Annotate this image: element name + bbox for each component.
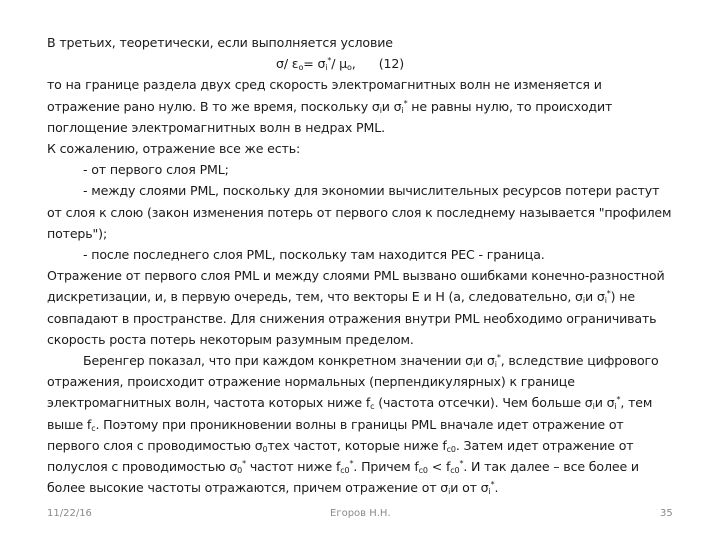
text-run: . Затем идет отражение от полуслоя с проводимостью σ (47, 437, 634, 475)
text-run: < f (427, 459, 451, 475)
text-run: и σ (584, 289, 605, 305)
text-run: . И так далее – все более и более высокие частоты отражаются, причем отражение от σ (47, 459, 639, 496)
subscript: c0 (340, 466, 350, 476)
subscript: i (379, 105, 382, 115)
subscript: i (582, 296, 585, 306)
formula-superscript: * (327, 56, 332, 66)
list-item-first-layer: - от первого слоя PML; (83, 162, 229, 178)
text-run: тех частот, которые ниже f (267, 437, 447, 453)
subscript: i (488, 487, 491, 497)
superscript: * (606, 289, 611, 299)
subscript: i (592, 402, 595, 412)
subscript: c (370, 402, 375, 412)
text-run: , тем выше f (47, 395, 653, 432)
footer-author: Егоров Н.Н. (330, 508, 391, 519)
superscript: * (459, 459, 464, 469)
text-run: ) не совпадают в пространстве. Для снижения отражения внутри PML необходимо ограничивать скорость роста потерь некоторым разумным пределом. (47, 289, 657, 347)
superscript: * (490, 480, 495, 490)
text-run: . (494, 480, 499, 496)
formula-12 (47, 53, 677, 74)
formula-text: = σ (303, 56, 326, 72)
subscript: i (472, 360, 476, 370)
text-run: (частота отсечки). Чем больше σ (374, 395, 593, 411)
formula-text: / μ (331, 56, 348, 72)
subscript: c (91, 423, 96, 433)
text-run: Отражение от первого слоя PML и между слоями PML вызвано ошибками конечно-разностной дискретизации, и, в первую очередь, тем, что векторы E и H (а, следовательно, σ (47, 268, 665, 305)
superscript: * (242, 459, 246, 469)
footer-date: 11/22/16 (47, 508, 92, 519)
paragraph-discretization (47, 265, 677, 350)
superscript: * (616, 395, 621, 405)
text-run: . Причем f (353, 459, 419, 475)
subscript: c0 (450, 466, 460, 476)
text-run: и σ (594, 395, 615, 411)
text-run: и от σ (450, 480, 489, 496)
formula-subscript: o (298, 63, 304, 73)
formula-text: / ε (283, 56, 299, 72)
formula-number: (12) (378, 56, 405, 72)
subscript: i (401, 105, 404, 115)
text-run: не равны нулю, то происходит поглощение электромагнитных волн в недрах PML. (47, 98, 613, 135)
subscript: 0 (237, 466, 243, 476)
subscript: i (448, 487, 451, 497)
subscript: c0 (418, 466, 428, 476)
slide-body (47, 32, 677, 498)
text-run: . Поэтому при проникновении волны в границы PML вначале идет отражение от первого слоя с проводимостью σ (47, 416, 624, 453)
superscript: * (403, 98, 408, 108)
formula-text: , (351, 56, 356, 72)
list-item-last-layer: - после последнего слоя PML, поскольку там находится PEC - граница. (83, 247, 545, 263)
subscript: 0 (262, 444, 268, 454)
formula-subscript: o (347, 63, 352, 73)
paragraph-reflection: К сожалению, отражение все же есть: (47, 141, 301, 157)
subscript: i (494, 360, 497, 370)
formula-text: σ (276, 56, 284, 72)
subscript: c0 (446, 444, 456, 454)
paragraph-berenger (47, 350, 677, 498)
subscript: i (604, 296, 607, 306)
text-run: , вследствие цифрового отражения, происходит отражение нормальных (перпендикулярных) к границе электромагнитных волн, частота которых ниже f (47, 353, 659, 411)
paragraph-intro: В третьих, теоретически, если выполняется условие (47, 35, 393, 50)
formula-subscript: i (325, 63, 328, 73)
superscript: * (349, 459, 354, 469)
paragraph-boundary (47, 74, 677, 138)
subscript: i (614, 402, 617, 412)
page-number: 35 (660, 508, 673, 519)
text-run: частот ниже f (245, 459, 341, 475)
list-item-between-layers: - между слоями PML, поскольку для экономии вычислительных ресурсов потери растут от слоя к слою (закон изменения потерь от первого слоя к последнему называется "профилем потерь"); (47, 183, 672, 241)
text-run: и σ (381, 98, 402, 114)
text-run: то на границе раздела двух сред скорость электромагнитных волн не изменяется и отражение рано нулю. В то же время, поскольку σ (47, 77, 602, 114)
text-run: Беренгер показал, что при каждом конкретном значении σ (83, 353, 473, 369)
superscript: * (496, 353, 501, 363)
text-run: и σ (475, 353, 495, 369)
